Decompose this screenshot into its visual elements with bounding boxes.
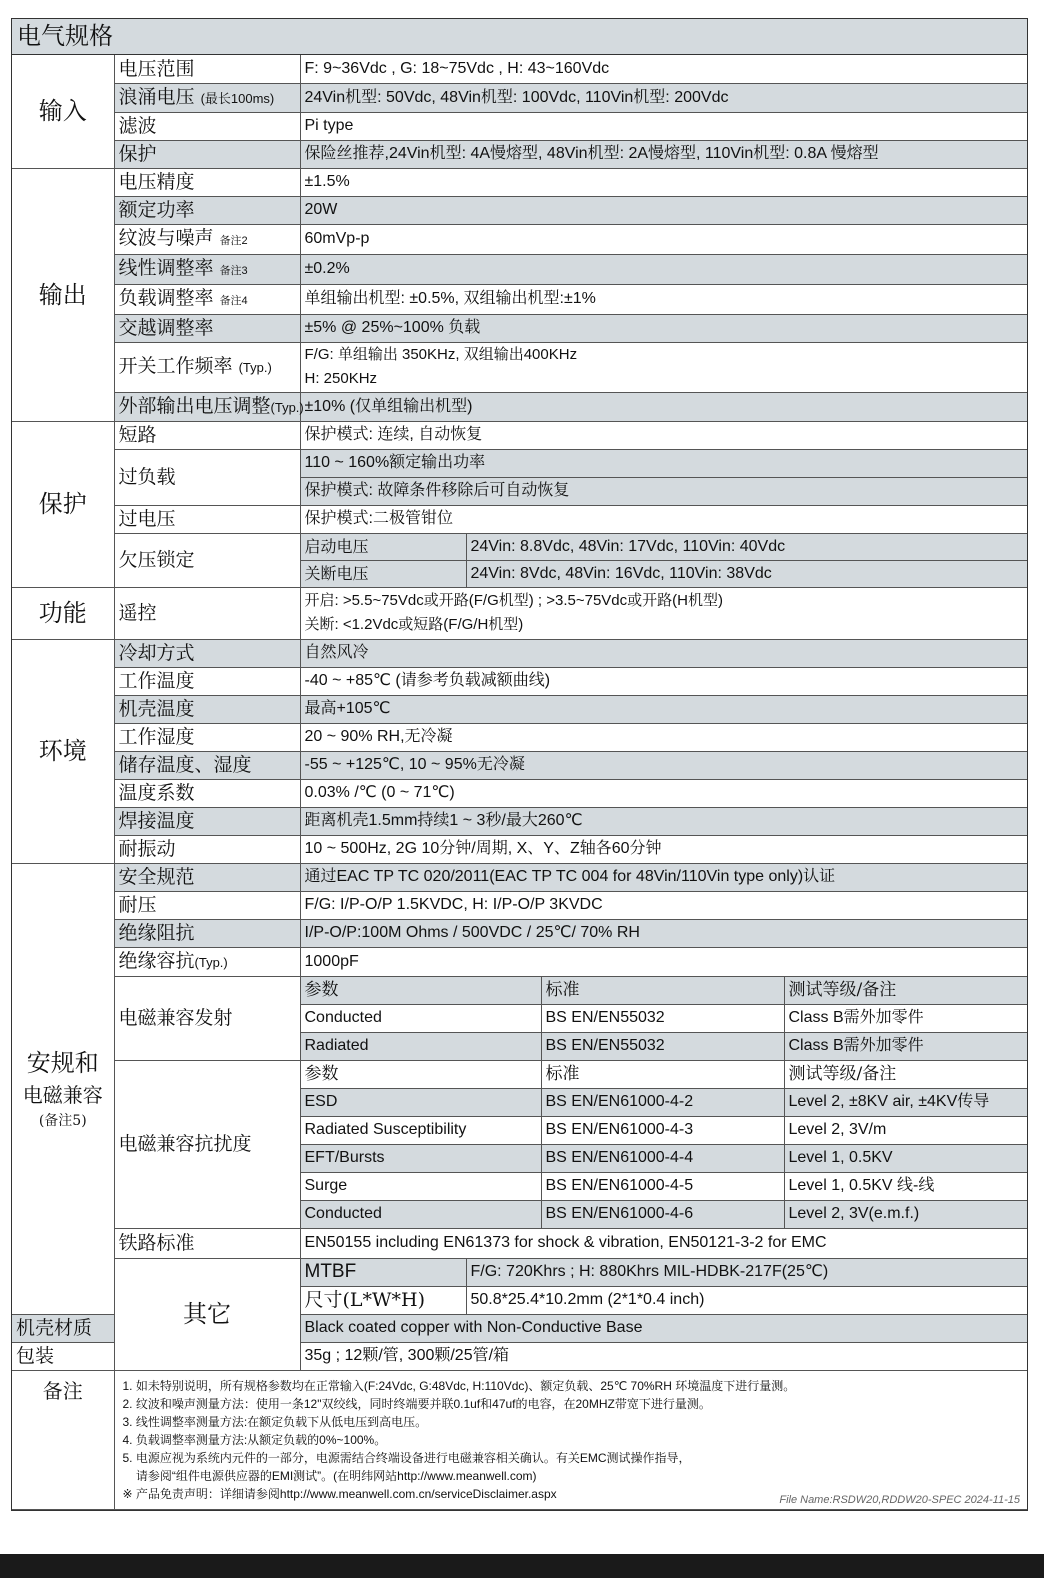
label-uvlo-on: 启动电压 — [300, 533, 466, 560]
immunity-cell: Conducted — [300, 1200, 541, 1228]
table-row — [12, 342, 1027, 392]
label-mtbf: MTBF — [300, 1258, 466, 1286]
note-item: 1. 如未特别说明，所有规格参数均在正常输入(F:24Vdc, G:48Vdc, H:110Vdc)、额定负载、25℃ 70%RH 环境温度下进行量测。 — [122, 1378, 796, 1393]
value-safety-standards: 通过EAC TP TC 020/2011(EAC TP TC 004 for 48Vin/110Vin type only)认证 — [300, 863, 1027, 891]
value-overload-1: 110 ~ 160%额定输出功率 — [300, 449, 1027, 477]
value-packing: 35g ; 12颗/管, 300颗/25管/箱 — [300, 1342, 1027, 1370]
label-isolation-cap: 绝缘容抗(Typ.) — [114, 947, 300, 976]
value-solder-temp: 距离机壳1.5mm持续1 ~ 3秒/最大260℃ — [300, 807, 1027, 835]
value-working-temp: -40 ~ +85℃ (请参考负载减额曲线) — [300, 667, 1027, 695]
value-uvlo-on: 24Vin: 8.8Vdc, 48Vin: 17Vdc, 110Vin: 40Vdc — [466, 533, 1027, 560]
file-name: File Name:RSDW20,RDDW20-SPEC 2024-11-15 — [779, 1494, 1020, 1506]
immunity-cell: BS EN/EN61000-4-6 — [541, 1200, 784, 1228]
immunity-cell: Level 2, 3V(e.m.f.) — [784, 1200, 1027, 1228]
label-cooling: 冷却方式 — [114, 639, 300, 667]
value-storage: -55 ~ +125℃, 10 ~ 95%无冷凝 — [300, 751, 1027, 779]
table-row — [12, 891, 1027, 919]
table-row — [12, 751, 1027, 779]
value-short-circuit: 保护模式: 连续, 自动恢复 — [300, 421, 1027, 449]
label-emc-immunity: 电磁兼容抗扰度 — [114, 1060, 300, 1228]
label-solder-temp: 焊接温度 — [114, 807, 300, 835]
value-temp-coeff: 0.03% /℃ (0 ~ 71℃) — [300, 779, 1027, 807]
label-overload: 过负载 — [114, 449, 300, 505]
table-row — [12, 976, 1027, 1004]
value-cross-reg: ±5% @ 25%~100% 负载 — [300, 314, 1027, 342]
value-dimension: 50.8*25.4*10.2mm (2*1*0.4 inch) — [466, 1286, 1027, 1314]
table-row — [12, 533, 1027, 560]
table-row — [12, 1258, 1027, 1286]
table-row — [12, 835, 1027, 863]
note-item: 2. 纹波和噪声测量方法：使用一条12"双绞线，同时终端要并联0.1uf和47uf的电容，在20MHZ带宽下进行量测。 — [122, 1396, 711, 1411]
immunity-cell: BS EN/EN61000-4-5 — [541, 1172, 784, 1200]
label-line-reg: 线性调整率 备注3 — [114, 254, 300, 284]
note-item: 3. 线性调整率测量方法:在额定负载下从低电压到高电压。 — [122, 1414, 428, 1429]
value-overvoltage: 保护模式:二极管钳位 — [300, 505, 1027, 533]
value-load-reg: 单组输出机型: ±0.5%, 双组输出机型:±1% — [300, 284, 1027, 314]
table-row — [12, 639, 1027, 667]
value-switching-freq: F/G: 单组输出 350KHz, 双组输出400KHz H: 250KHz — [300, 342, 1027, 392]
table-row — [12, 1370, 1027, 1509]
label-vibration: 耐振动 — [114, 835, 300, 863]
emission-cell: Class B需外加零件 — [784, 1004, 1027, 1032]
notes-list — [114, 1370, 1027, 1509]
label-voltage-range: 电压范围 — [114, 55, 300, 83]
label-load-reg: 负载调整率 备注4 — [114, 284, 300, 314]
note-item: ※ 产品免责声明：详细请参阅http://www.meanwell.com.cn/serviceDisclaimer.aspx — [122, 1486, 557, 1501]
table-row — [12, 314, 1027, 342]
immunity-cell: BS EN/EN61000-4-4 — [541, 1144, 784, 1172]
category-notes: 备注 — [12, 1370, 114, 1509]
table-row — [12, 140, 1027, 168]
emission-header-param: 参数 — [300, 976, 541, 1004]
value-railway: EN50155 including EN61373 for shock & vibration, EN50121-3-2 for EMC — [300, 1228, 1027, 1258]
label-safety-standards: 安全规范 — [114, 863, 300, 891]
label-dimension: 尺寸(L*W*H) — [300, 1286, 466, 1314]
emission-cell: Radiated — [300, 1032, 541, 1060]
section-title: 电气规格 — [12, 19, 1027, 55]
immunity-cell: Level 1, 0.5KV 线-线 — [784, 1172, 1027, 1200]
table-row — [12, 284, 1027, 314]
table-row — [12, 1228, 1027, 1258]
table-row — [12, 196, 1027, 224]
table-row — [12, 83, 1027, 112]
label-working-temp: 工作温度 — [114, 667, 300, 695]
table-row — [12, 224, 1027, 254]
label-storage: 储存温度、湿度 — [114, 751, 300, 779]
bottom-bar — [0, 1554, 1044, 1578]
label-isolation-res: 绝缘阻抗 — [114, 919, 300, 947]
table-row — [12, 505, 1027, 533]
immunity-cell: Surge — [300, 1172, 541, 1200]
emission-cell: Class B需外加零件 — [784, 1032, 1027, 1060]
emission-cell: BS EN/EN55032 — [541, 1032, 784, 1060]
label-filter: 滤波 — [114, 112, 300, 140]
label-ext-adjust: 外部输出电压调整(Typ.) — [114, 392, 300, 421]
label-cross-reg: 交越调整率 — [114, 314, 300, 342]
category-safety-emc: 安规和 电磁兼容 (备注5) — [12, 863, 114, 1314]
value-vibration: 10 ~ 500Hz, 2G 10分钟/周期, X、Y、Z轴各60分钟 — [300, 835, 1027, 863]
label-input-protection: 保护 — [114, 140, 300, 168]
label-packing: 包装 — [12, 1342, 114, 1370]
category-output: 输出 — [12, 168, 114, 421]
table-row — [12, 947, 1027, 976]
category-environment: 环境 — [12, 639, 114, 863]
emission-cell: BS EN/EN55032 — [541, 1004, 784, 1032]
category-protection: 保护 — [12, 421, 114, 587]
label-remote: 遥控 — [114, 587, 300, 639]
spec-table — [12, 55, 1027, 1510]
label-temp-coeff: 温度系数 — [114, 779, 300, 807]
immunity-cell: EFT/Bursts — [300, 1144, 541, 1172]
label-accuracy: 电压精度 — [114, 168, 300, 196]
value-mtbf: F/G: 720Khrs ; H: 880Khrs MIL-HDBK-217F(25℃) — [466, 1258, 1027, 1286]
value-voltage-range: F: 9~36Vdc , G: 18~75Vdc , H: 43~160Vdc — [300, 55, 1027, 83]
table-row — [12, 863, 1027, 891]
table-row — [12, 919, 1027, 947]
table-row — [12, 254, 1027, 284]
category-others: 其它 — [114, 1258, 300, 1370]
note-item: 请参阅“组件电源供应器的EMI测试”。(在明纬网站http://www.meanwell.com) — [122, 1468, 537, 1483]
value-rated-power: 20W — [300, 196, 1027, 224]
label-emc-emission: 电磁兼容发射 — [114, 976, 300, 1060]
value-remote: 开启: >5.5~75Vdc或开路(F/G机型) ; >3.5~75Vdc或开路(H机型) 关断: <1.2Vdc或短路(F/G/H机型) — [300, 587, 1027, 639]
label-switching-freq: 开关工作频率 (Typ.) — [114, 342, 300, 392]
label-short-circuit: 短路 — [114, 421, 300, 449]
table-row — [12, 392, 1027, 421]
value-filter: Pi type — [300, 112, 1027, 140]
table-row — [12, 723, 1027, 751]
value-ext-adjust: ±10% (仅单组输出机型) — [300, 392, 1027, 421]
immunity-cell: BS EN/EN61000-4-2 — [541, 1088, 784, 1116]
value-isolation-cap: 1000pF — [300, 947, 1027, 976]
table-row — [12, 807, 1027, 835]
table-row — [12, 55, 1027, 83]
immunity-cell: Radiated Susceptibility — [300, 1116, 541, 1144]
table-row — [12, 168, 1027, 196]
label-surge: 浪涌电压 (最长100ms) — [114, 83, 300, 112]
immunity-header-level: 测试等级/备注 — [784, 1060, 1027, 1088]
table-row — [12, 779, 1027, 807]
immunity-header-standard: 标准 — [541, 1060, 784, 1088]
label-working-humidity: 工作湿度 — [114, 723, 300, 751]
value-overload-2: 保护模式: 故障条件移除后可自动恢复 — [300, 477, 1027, 505]
value-ripple: 60mVp-p — [300, 224, 1027, 254]
note-item: 5. 电源应视为系统内元件的一部分，电源需结合终端设备进行电磁兼容相关确认。有关EMC测试操作指导， — [122, 1450, 691, 1465]
category-input: 输入 — [12, 55, 114, 168]
category-function: 功能 — [12, 587, 114, 639]
value-accuracy: ±1.5% — [300, 168, 1027, 196]
value-uvlo-off: 24Vin: 8Vdc, 48Vin: 16Vdc, 110Vin: 38Vdc — [466, 560, 1027, 587]
note-item: 4. 负载调整率测量方法:从额定负载的0%~100%。 — [122, 1432, 387, 1447]
label-case-material: 机壳材质 — [12, 1314, 114, 1342]
value-isolation-res: I/P-O/P:100M Ohms / 500VDC / 25℃/ 70% RH — [300, 919, 1027, 947]
table-row — [12, 112, 1027, 140]
value-input-protection: 保险丝推荐,24Vin机型: 4A慢熔型, 48Vin机型: 2A慢熔型, 110Vin机型: 0.8A 慢熔型 — [300, 140, 1027, 168]
value-case-temp: 最高+105℃ — [300, 695, 1027, 723]
value-cooling: 自然风冷 — [300, 639, 1027, 667]
table-row — [12, 667, 1027, 695]
label-uvlo: 欠压锁定 — [114, 533, 300, 587]
emission-cell: Conducted — [300, 1004, 541, 1032]
value-withstand: F/G: I/P-O/P 1.5KVDC, H: I/P-O/P 3KVDC — [300, 891, 1027, 919]
label-withstand: 耐压 — [114, 891, 300, 919]
label-ripple: 纹波与噪声 备注2 — [114, 224, 300, 254]
label-overvoltage: 过电压 — [114, 505, 300, 533]
label-rated-power: 额定功率 — [114, 196, 300, 224]
immunity-cell: ESD — [300, 1088, 541, 1116]
table-row — [12, 421, 1027, 449]
table-row — [12, 1060, 1027, 1088]
label-case-temp: 机壳温度 — [114, 695, 300, 723]
table-row — [12, 587, 1027, 639]
value-working-humidity: 20 ~ 90% RH,无冷凝 — [300, 723, 1027, 751]
value-line-reg: ±0.2% — [300, 254, 1027, 284]
immunity-cell: Level 2, 3V/m — [784, 1116, 1027, 1144]
immunity-header-param: 参数 — [300, 1060, 541, 1088]
label-railway: 铁路标准 — [114, 1228, 300, 1258]
table-row — [12, 695, 1027, 723]
value-surge: 24Vin机型: 50Vdc, 48Vin机型: 100Vdc, 110Vin机型: 200Vdc — [300, 83, 1027, 112]
immunity-cell: Level 2, ±8KV air, ±4KV传导 — [784, 1088, 1027, 1116]
value-case-material: Black coated copper with Non-Conductive Base — [300, 1314, 1027, 1342]
table-row — [12, 449, 1027, 477]
spec-sheet — [11, 18, 1028, 1511]
emission-header-standard: 标准 — [541, 976, 784, 1004]
emission-header-level: 测试等级/备注 — [784, 976, 1027, 1004]
immunity-cell: BS EN/EN61000-4-3 — [541, 1116, 784, 1144]
label-uvlo-off: 关断电压 — [300, 560, 466, 587]
immunity-cell: Level 1, 0.5KV — [784, 1144, 1027, 1172]
